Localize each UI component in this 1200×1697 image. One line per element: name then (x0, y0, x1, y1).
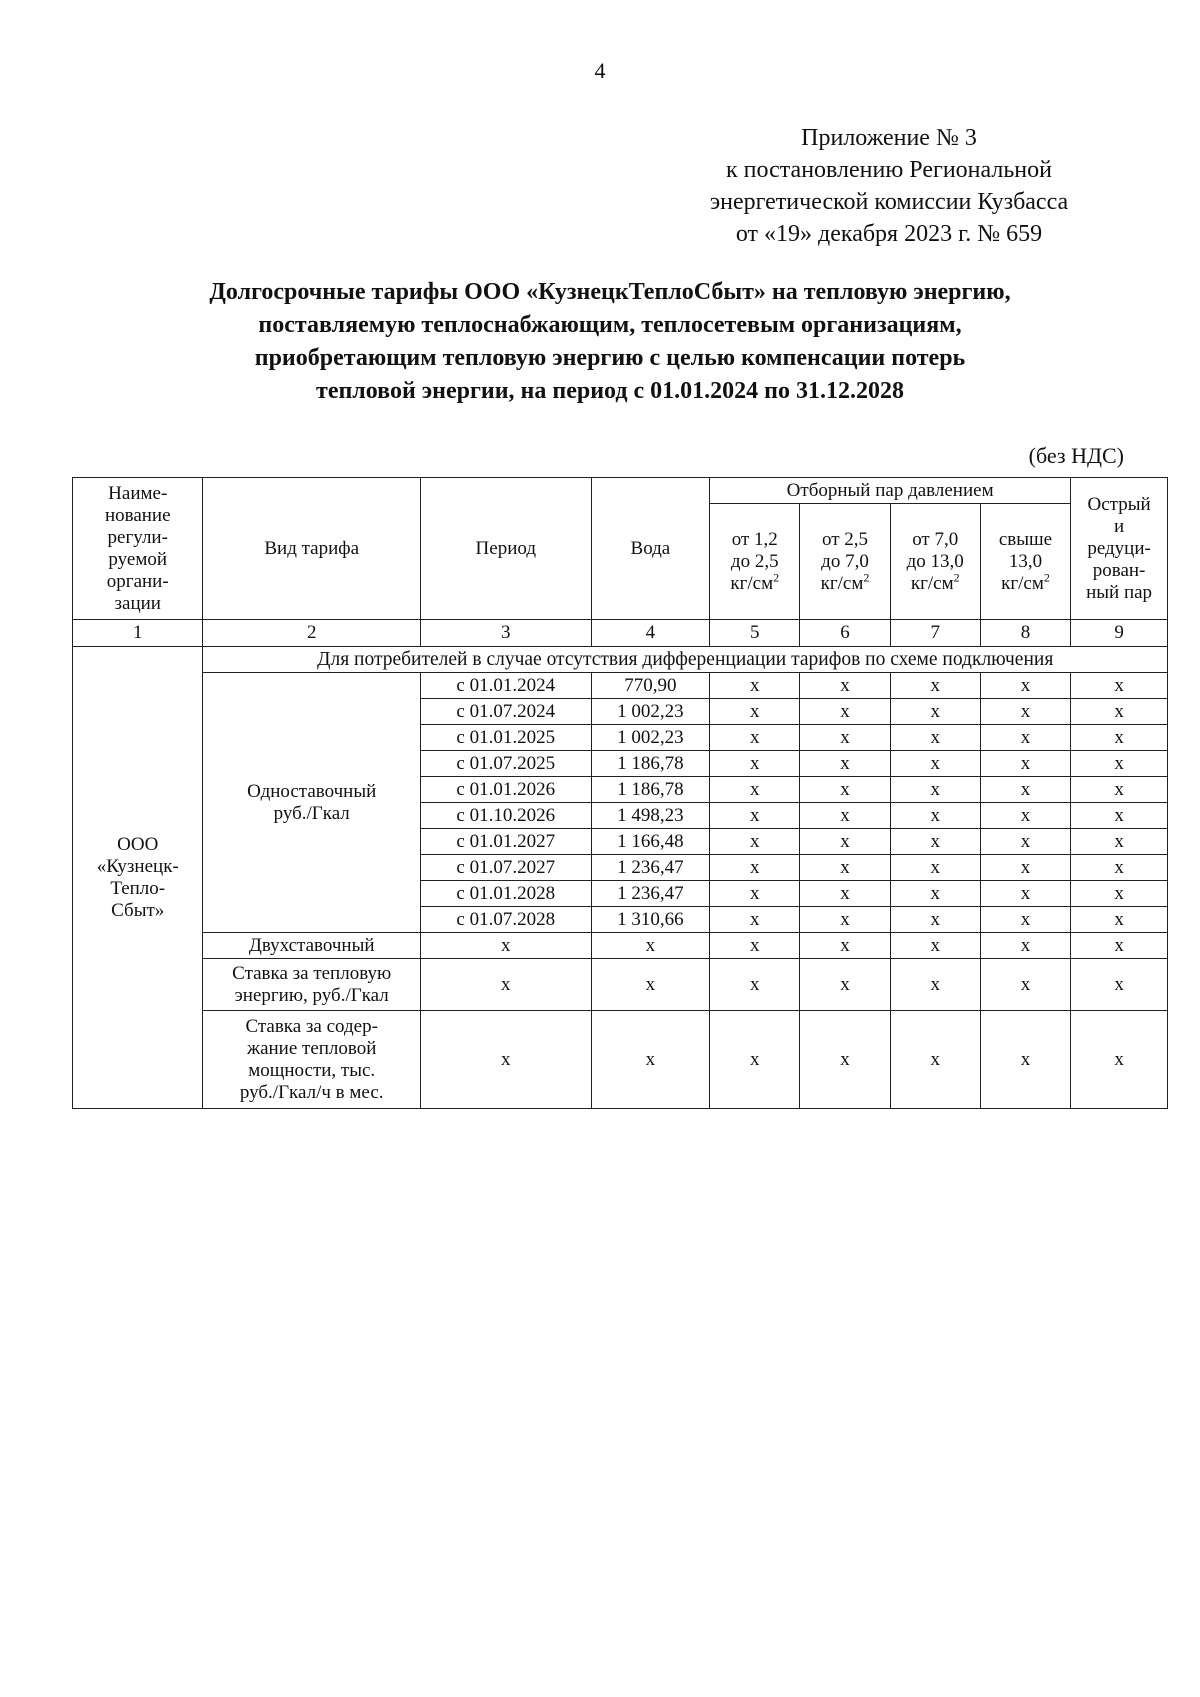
column-number: 2 (203, 620, 420, 647)
energy-rate-cell: х (890, 959, 980, 1011)
steam-cell: х (890, 881, 980, 907)
sharp-steam-cell: х (1071, 751, 1168, 777)
header-text: зации (114, 592, 161, 614)
steam-cell: х (800, 855, 890, 881)
steam-cell: х (980, 751, 1070, 777)
column-number: 1 (73, 620, 203, 647)
capacity-rate-cell: х (800, 1011, 890, 1109)
energy-rate-cell: х (980, 959, 1070, 1011)
header-period: Период (420, 478, 591, 620)
tariff-label-text: Ставка за содер- (245, 1015, 378, 1037)
water-value: 1 498,23 (591, 803, 710, 829)
column-number: 9 (1071, 620, 1168, 647)
energy-rate-cell: х (591, 959, 710, 1011)
appendix-line: энергетической комиссии Кузбасса (709, 189, 1069, 215)
period-cell: с 01.01.2024 (420, 673, 591, 699)
tariff-label-text: руб./Гкал (273, 802, 350, 824)
title-line: тепловой энергии, на период с 01.01.2024 по 31.12.2028 (316, 378, 904, 404)
water-value: 1 166,48 (591, 829, 710, 855)
steam-cell: х (800, 829, 890, 855)
water-value: 1 186,78 (591, 751, 710, 777)
header-text: от 1,2 (731, 528, 778, 550)
water-value: 1 310,66 (591, 907, 710, 933)
header-text: кг/см (820, 572, 864, 594)
title-line: приобретающим тепловую энергию с целью компенсации потерь (254, 345, 966, 371)
water-value: 770,90 (591, 673, 710, 699)
steam-cell: х (800, 777, 890, 803)
steam-cell: х (980, 907, 1070, 933)
header-text: свыше (998, 528, 1053, 550)
two-rate-cell: х (710, 933, 800, 959)
steam-cell: х (800, 673, 890, 699)
tariff-label-text: руб./Гкал/ч в мес. (239, 1081, 384, 1103)
steam-cell: х (710, 725, 800, 751)
steam-cell: х (710, 907, 800, 933)
energy-rate-cell: х (420, 959, 591, 1011)
header-steam-4 (980, 504, 1070, 620)
period-cell: с 01.07.2027 (420, 855, 591, 881)
two-rate-cell: х (800, 933, 890, 959)
consumer-subheading: Для потребителей в случае отсутствия дифференциации тарифов по схеме подключения (203, 647, 1168, 673)
steam-cell: х (710, 829, 800, 855)
two-rate-cell: х (980, 933, 1070, 959)
column-number: 7 (890, 620, 980, 647)
organization-text: Сбыт» (111, 899, 165, 921)
steam-cell: х (710, 855, 800, 881)
water-value: 1 236,47 (591, 881, 710, 907)
sharp-steam-cell: х (1071, 803, 1168, 829)
water-value: 1 002,23 (591, 725, 710, 751)
steam-cell: х (710, 881, 800, 907)
steam-cell: х (800, 751, 890, 777)
sharp-steam-cell: х (1071, 907, 1168, 933)
page-number: 4 (594, 58, 606, 83)
steam-cell: х (800, 881, 890, 907)
capacity-rate-cell: х (710, 1011, 800, 1109)
energy-rate-label (203, 959, 420, 1011)
header-text: ный пар (1086, 581, 1153, 603)
steam-cell: х (800, 725, 890, 751)
sharp-steam-cell: х (1071, 829, 1168, 855)
steam-cell: х (890, 725, 980, 751)
header-text: от 2,5 (821, 528, 869, 550)
sharp-steam-cell: х (1071, 855, 1168, 881)
energy-rate-cell: х (710, 959, 800, 1011)
capacity-rate-cell: х (420, 1011, 591, 1109)
organization-text: Тепло- (110, 877, 166, 899)
steam-cell: х (890, 855, 980, 881)
water-value: 1 236,47 (591, 855, 710, 881)
column-number: 3 (420, 620, 591, 647)
tariff-label-text: жание тепловой (246, 1037, 377, 1059)
two-rate-cell: х (890, 933, 980, 959)
steam-cell: х (800, 699, 890, 725)
header-steam-group: Отборный пар давлением (710, 478, 1071, 504)
header-steam-3 (890, 504, 980, 620)
header-water: Вода (591, 478, 710, 620)
sharp-steam-cell: х (1071, 777, 1168, 803)
period-cell: с 01.01.2026 (420, 777, 591, 803)
superscript: 2 (773, 570, 780, 585)
water-value: 1 186,78 (591, 777, 710, 803)
vat-note: (без НДС) (1028, 443, 1124, 468)
period-cell: с 01.07.2028 (420, 907, 591, 933)
header-text: Наиме- (108, 482, 168, 504)
steam-cell: х (890, 829, 980, 855)
period-cell: с 01.10.2026 (420, 803, 591, 829)
header-text: редуци- (1087, 537, 1151, 559)
document-title (110, 276, 1110, 408)
header-organization (73, 478, 203, 620)
steam-cell: х (800, 907, 890, 933)
header-text: кг/см (730, 572, 774, 594)
steam-cell: х (890, 673, 980, 699)
steam-cell: х (980, 725, 1070, 751)
steam-cell: х (980, 803, 1070, 829)
steam-cell: х (980, 829, 1070, 855)
column-number: 6 (800, 620, 890, 647)
period-cell: с 01.01.2027 (420, 829, 591, 855)
superscript: 2 (953, 570, 960, 585)
tariff-label-text: энергию, руб./Гкал (234, 984, 389, 1006)
capacity-rate-cell: х (980, 1011, 1070, 1109)
appendix-line: Приложение № 3 (801, 125, 977, 151)
title-line: Долгосрочные тарифы ООО «КузнецкТеплоСбыт» на тепловую энергию, (209, 279, 1011, 305)
period-cell: с 01.01.2025 (420, 725, 591, 751)
steam-cell: х (980, 881, 1070, 907)
header-text: кг/см (1001, 572, 1044, 594)
title-line: поставляемую теплоснабжающим, теплосетевым организациям, (258, 312, 962, 338)
two-rate-cell: х (420, 933, 591, 959)
appendix-line: к постановлению Региональной (726, 157, 1052, 183)
period-cell: с 01.01.2028 (420, 881, 591, 907)
sharp-steam-cell: х (1071, 881, 1168, 907)
header-text: рован- (1092, 559, 1146, 581)
sharp-steam-cell: х (1071, 725, 1168, 751)
header-text: нование (104, 504, 171, 526)
organization-cell (73, 647, 203, 1109)
tariff-label-text: Одноставочный (247, 780, 377, 802)
energy-rate-cell: х (800, 959, 890, 1011)
header-text: до 13,0 (906, 550, 964, 572)
steam-cell: х (890, 777, 980, 803)
steam-cell: х (710, 699, 800, 725)
single-rate-label (203, 673, 420, 933)
header-text: регули- (107, 526, 168, 548)
two-rate-cell: х (1071, 933, 1168, 959)
steam-cell: х (890, 803, 980, 829)
steam-cell: х (710, 751, 800, 777)
superscript: 2 (863, 570, 870, 585)
period-cell: с 01.07.2025 (420, 751, 591, 777)
capacity-rate-label (203, 1011, 420, 1109)
header-text: кг/см (910, 572, 954, 594)
header-text: до 2,5 (730, 550, 779, 572)
header-text: до 7,0 (821, 550, 869, 572)
energy-rate-cell: х (1071, 959, 1168, 1011)
tariff-label-text: мощности, тыс. (248, 1059, 376, 1081)
header-text: от 7,0 (912, 528, 959, 550)
organization-text: «Кузнецк- (96, 855, 179, 877)
organization-text: ООО (117, 833, 159, 855)
header-tariff-type: Вид тарифа (203, 478, 420, 620)
appendix-line: от «19» декабря 2023 г. № 659 (735, 221, 1043, 247)
steam-cell: х (890, 699, 980, 725)
header-steam-1 (710, 504, 800, 620)
header-text: органи- (106, 570, 169, 592)
steam-cell: х (890, 751, 980, 777)
steam-cell: х (980, 855, 1070, 881)
steam-cell: х (980, 699, 1070, 725)
header-sharp-steam (1071, 478, 1168, 620)
steam-cell: х (890, 907, 980, 933)
sharp-steam-cell: х (1071, 699, 1168, 725)
tariff-table (72, 477, 1168, 1109)
tariff-label-text: Ставка за тепловую (232, 962, 392, 984)
sharp-steam-cell: х (1071, 673, 1168, 699)
header-text: 13,0 (1008, 550, 1043, 572)
column-number: 5 (710, 620, 800, 647)
steam-cell: х (710, 803, 800, 829)
steam-cell: х (710, 673, 800, 699)
two-rate-label: Двухставочный (203, 933, 420, 959)
capacity-rate-cell: х (890, 1011, 980, 1109)
water-value: 1 002,23 (591, 699, 710, 725)
period-cell: с 01.07.2024 (420, 699, 591, 725)
header-text: Острый (1087, 493, 1151, 515)
column-number: 4 (591, 620, 710, 647)
column-number: 8 (980, 620, 1070, 647)
steam-cell: х (710, 777, 800, 803)
capacity-rate-cell: х (591, 1011, 710, 1109)
appendix-block (664, 122, 1114, 250)
superscript: 2 (1043, 570, 1050, 585)
two-rate-cell: х (591, 933, 710, 959)
header-text: и (1113, 515, 1125, 537)
header-text: руемой (108, 548, 168, 570)
steam-cell: х (980, 777, 1070, 803)
steam-cell: х (980, 673, 1070, 699)
capacity-rate-cell: х (1071, 1011, 1168, 1109)
header-steam-2 (800, 504, 890, 620)
steam-cell: х (800, 803, 890, 829)
